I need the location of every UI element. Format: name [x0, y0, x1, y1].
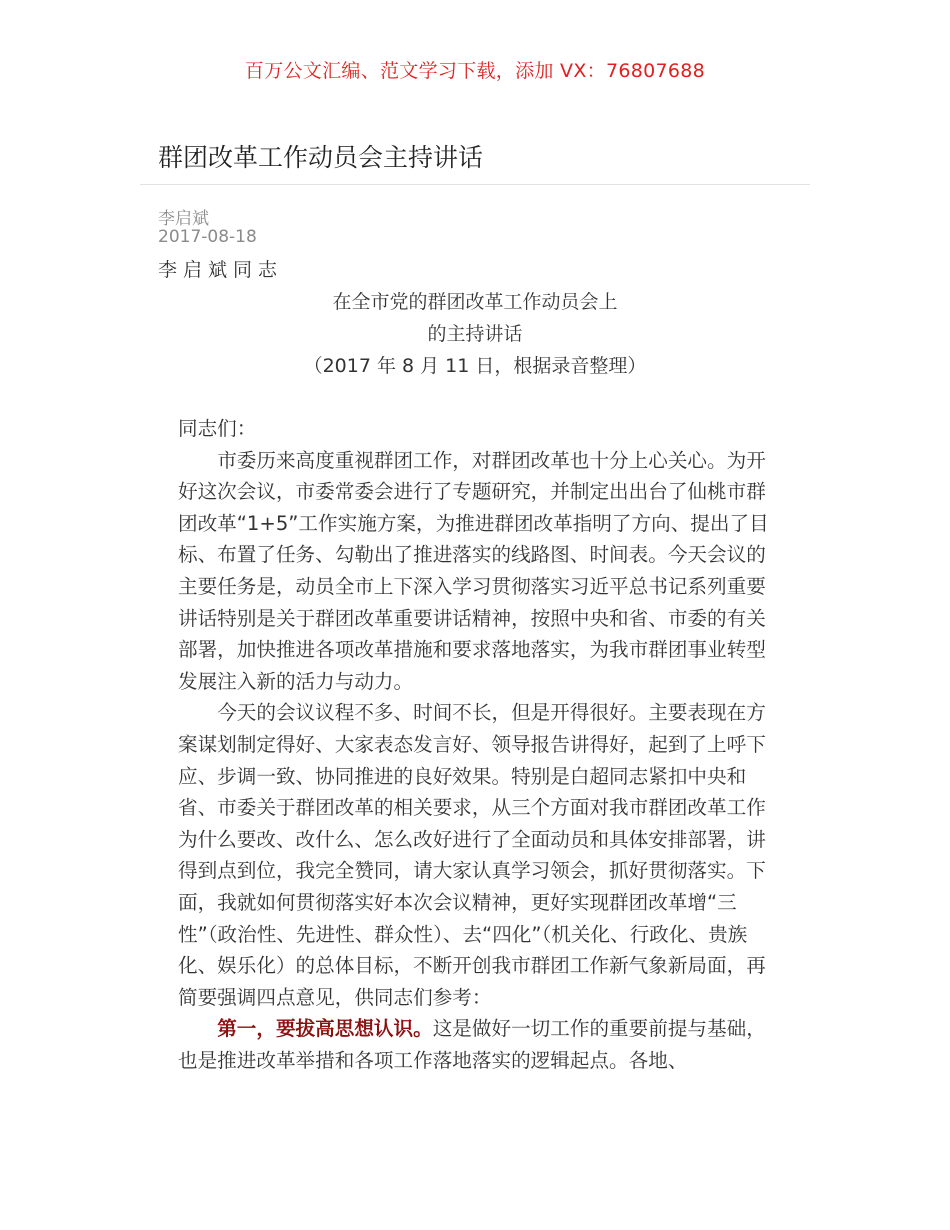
speech-subtitle-2: 的主持讲话	[427, 323, 523, 345]
article-date: 2017-08-18	[158, 227, 257, 247]
paragraph-2: 今天的会议议程不多、时间不长，但是开得很好。主要表现在方案谋划制定得好、大家表态发言好、领导报告讲得好，起到了上呼下应、步调一致、协同推进的良好效果。特别是白超同志紧扣中央和省、市委关于群团改革的相关要求，从三个方面对我市群团改革工作为什么要改、改什么、怎么改好进行了全面动员和具体安排部署，讲得到点到位，我完全赞同，请大家认真学习领会，抓好贯彻落实。下面，我就如何贯彻落实好本次会议精神，更好实现群团改革增“三性”（政治性、先进性、群众性）、去“四化”（机关化、行政化、贵族化、娱乐化）的总体目标，不断开创我市群团工作新气象新局面，再简要强调四点意见，供同志们参考：	[178, 701, 766, 1009]
article-author: 李启斌	[158, 209, 209, 229]
paragraph-1: 市委历来高度重视群团工作，对群团改革也十分上心关心。为开好这次会议，市委常委会进行了专题研究，并制定出出台了仙桃市群团改革“1+5”工作实施方案，为推进群团改革指明了方向、提出了目标、布置了任务、勾勒出了推进落实的线路图、时间表。今天会议的主要任务是，动员全市上下深入学习贯彻落实习近平总书记系列重要讲话特别是关于群团改革重要讲话精神，按照中央和省、市委的有关部署，加快推进各项改革措施和要求落地落实，为我市群团事业转型发展注入新的活力与动力。	[178, 448, 769, 693]
article-body	[178, 413, 778, 1076]
article-title: 群团改革工作动员会主持讲话	[158, 143, 484, 172]
paragraph-3	[178, 1013, 778, 1076]
speech-subtitle-1: 在全市党的群团改革工作动员会上	[332, 291, 618, 313]
speech-subtitle-3: （2017 年 8 月 11 日，根据录音整理）	[303, 355, 647, 377]
title-divider	[140, 184, 810, 185]
paragraph-3-text: 这是做好一切工作的重要前提与基础，也是推进改革举措和各项工作落地落实的逻辑起点。各地、	[178, 1017, 766, 1072]
salutation: 同志们：	[178, 417, 257, 440]
watermark-banner: 百万公文汇编、范文学习下载，添加 VX：76807688	[244, 60, 706, 82]
speaker-byline: 李启斌同志	[158, 259, 284, 281]
paragraph-3-heading: 第一，要拔高思想认识。	[217, 1017, 433, 1041]
